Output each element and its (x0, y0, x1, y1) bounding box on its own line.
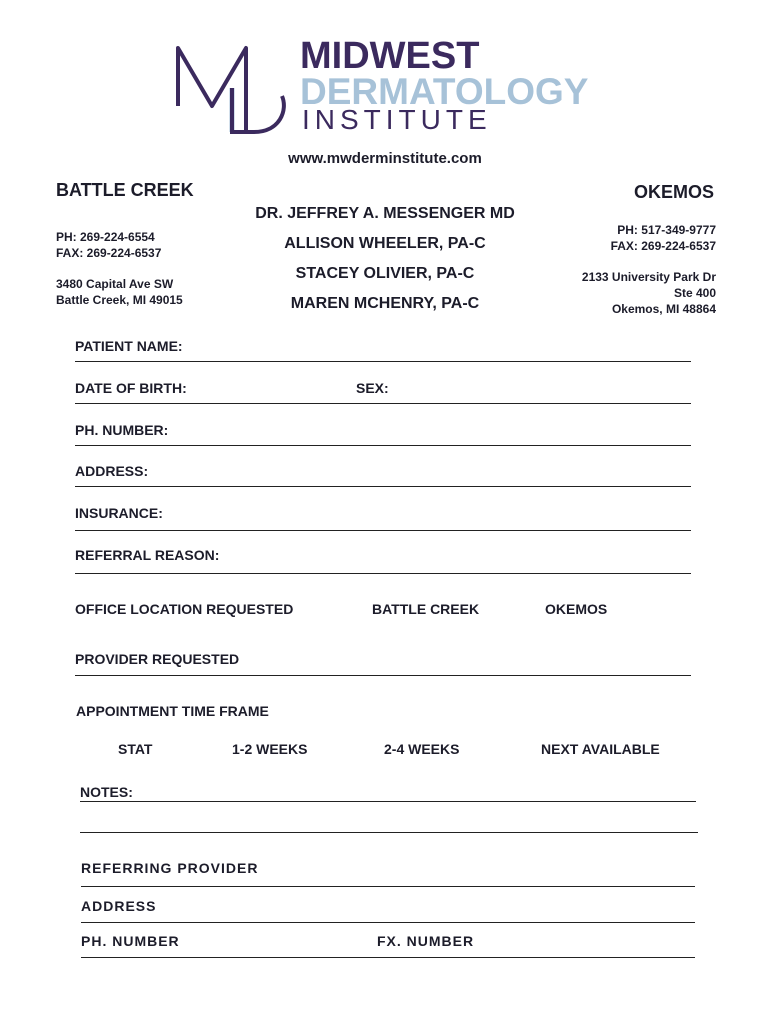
referring-phone-label: PH. NUMBER (81, 933, 180, 949)
okemos-address2: Ste 400 (673, 286, 716, 300)
notes-field-line-1[interactable] (80, 801, 696, 802)
office-option-battle-creek[interactable]: BATTLE CREEK (372, 601, 480, 617)
time-frame-2-4-weeks[interactable]: 2-4 WEEKS (384, 741, 460, 757)
okemos-phone: PH: 517-349-9777 (617, 223, 716, 237)
office-location-label: OFFICE LOCATION REQUESTED (75, 601, 294, 617)
provider-2: ALLISON WHEELER, PA-C (284, 235, 486, 252)
battle-creek-phone: PH: 269-224-6554 (56, 230, 155, 244)
referral-reason-label: REFERRAL REASON: (75, 547, 220, 563)
patient-name-label: PATIENT NAME: (75, 338, 183, 354)
referring-provider-label: REFERRING PROVIDER (81, 860, 259, 876)
referring-address-field[interactable] (81, 922, 695, 923)
address-field[interactable] (75, 486, 691, 487)
time-frame-1-2-weeks[interactable]: 1-2 WEEKS (232, 741, 308, 757)
logo-line-dermatology: DERMATOLOGY (300, 71, 589, 112)
battle-creek-title: BATTLE CREEK (56, 180, 194, 200)
provider-3: STACEY OLIVIER, PA-C (295, 265, 475, 282)
okemos-address3: Okemos, MI 48864 (611, 302, 716, 316)
battle-creek-address1: 3480 Capital Ave SW (56, 277, 174, 291)
referral-reason-field[interactable] (75, 573, 691, 574)
referring-phone-fax-field[interactable] (81, 957, 695, 958)
provider-1: DR. JEFFREY A. MESSENGER MD (255, 205, 515, 222)
notes-label: NOTES: (80, 784, 133, 800)
provider-requested-label: PROVIDER REQUESTED (75, 651, 240, 667)
notes-field-line-2[interactable] (80, 832, 698, 833)
okemos-address1: 2133 University Park Dr (581, 270, 716, 284)
patient-name-field[interactable] (75, 361, 691, 362)
okemos-fax: FAX: 269-224-6537 (610, 239, 716, 253)
logo-line-midwest: MIDWEST (300, 35, 480, 77)
provider-requested-field[interactable] (75, 675, 691, 676)
provider-4: MAREN MCHENRY, PA-C (290, 295, 480, 312)
dob-label: DATE OF BIRTH: (75, 380, 187, 396)
md-logo-mark-icon (172, 40, 294, 135)
website-url[interactable]: www.mwderminstitute.com (288, 150, 482, 167)
phone-label: PH. NUMBER: (75, 422, 169, 438)
address-label: ADDRESS: (75, 463, 149, 479)
time-frame-stat[interactable]: STAT (118, 741, 153, 757)
okemos-title: OKEMOS (633, 182, 714, 202)
dob-sex-field[interactable] (75, 403, 691, 404)
phone-field[interactable] (75, 445, 691, 446)
insurance-field[interactable] (75, 530, 691, 531)
sex-label: SEX: (356, 380, 389, 396)
insurance-label: INSURANCE: (75, 505, 163, 521)
battle-creek-address2: Battle Creek, MI 49015 (56, 293, 183, 307)
time-frame-next-available[interactable]: NEXT AVAILABLE (541, 741, 660, 757)
office-option-okemos[interactable]: OKEMOS (545, 601, 608, 617)
logo-line-institute: INSTITUTE (302, 104, 492, 135)
time-frame-label: APPOINTMENT TIME FRAME (76, 703, 269, 719)
referring-address-label: ADDRESS (81, 898, 157, 914)
battle-creek-fax: FAX: 269-224-6537 (56, 246, 162, 260)
referring-provider-field[interactable] (81, 886, 695, 887)
referring-fax-label: FX. NUMBER (377, 933, 475, 949)
